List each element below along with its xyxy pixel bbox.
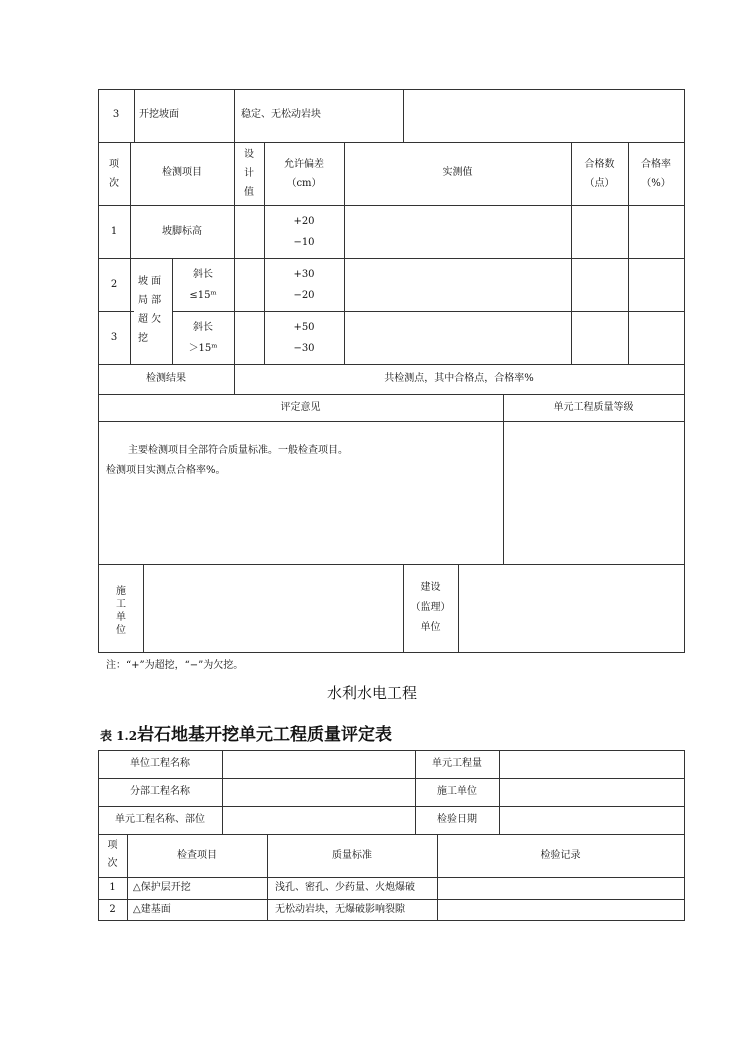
footnote: 注：“+”为超挖，“−”为欠挖。 <box>106 660 244 671</box>
header-design-1: 设 <box>244 149 254 160</box>
header-design-2: 计 <box>244 168 254 179</box>
table-line <box>403 89 404 142</box>
document-title: 水利水电工程 <box>326 684 417 702</box>
table-line <box>98 806 685 807</box>
group-label-4: 挖 <box>138 333 148 344</box>
sub-project-name-label: 分部工程名称 <box>130 786 190 797</box>
header-pass-points-2: （点） <box>584 178 615 189</box>
construction-unit-char: 位 <box>116 625 126 636</box>
quality-standard: 无松动岩块，无爆破影响裂隙 <box>275 904 405 915</box>
header-record: 检验记录 <box>540 850 581 861</box>
table-line <box>98 258 685 259</box>
inspection-date-label: 检验日期 <box>437 814 477 825</box>
table-line <box>98 205 685 206</box>
group-label-3: 超 欠 <box>138 314 162 325</box>
inspection-item: 开挖坡面 <box>139 109 179 120</box>
sub-item-range: ＞15ᵐ <box>188 343 218 354</box>
table-number: 表 1.2 <box>100 729 138 743</box>
sub-item-range: ≤15ᵐ <box>189 290 217 301</box>
table-line <box>499 750 500 834</box>
header-pass-points-1: 合格数 <box>584 159 615 170</box>
tolerance-plus: +20 <box>293 216 315 227</box>
table-line <box>98 311 134 312</box>
row-number: 2 <box>109 904 116 915</box>
grade-label: 单元工程质量等级 <box>553 402 634 413</box>
unit-project-name-label: 单位工程名称 <box>130 758 190 769</box>
quality-standard: 稳定、无松动岩块 <box>241 109 321 120</box>
header-item: 检测项目 <box>162 167 202 178</box>
construction-unit-char: 单 <box>116 612 126 623</box>
header-tolerance-1: 允许偏差 <box>284 159 324 170</box>
tolerance-minus: −30 <box>293 343 315 354</box>
header-pass-rate-1: 合格率 <box>641 159 671 170</box>
header-num-1: 项 <box>109 159 119 170</box>
row-number: 1 <box>110 226 118 237</box>
header-design-3: 值 <box>244 187 254 198</box>
inspection-item: 坡脚标高 <box>162 226 202 237</box>
construction-unit-label <box>113 585 129 637</box>
group-label-1: 坡 面 <box>138 276 162 287</box>
table-line <box>222 750 223 834</box>
header-num-1: 项 <box>107 840 118 851</box>
table-title-text: 岩石地基开挖单元工程质量评定表 <box>137 725 393 745</box>
table-title <box>100 720 392 745</box>
table-line <box>134 89 135 142</box>
construction-unit-char: 工 <box>116 599 126 610</box>
table-line <box>98 920 685 921</box>
table-line <box>571 142 572 364</box>
table-line <box>267 834 268 921</box>
header-num-2: 次 <box>109 178 119 189</box>
table-line <box>127 834 128 921</box>
table-line <box>98 421 685 422</box>
table-line <box>98 750 99 921</box>
header-measured: 实测值 <box>442 167 473 178</box>
unit-project-quantity-label: 单元工程量 <box>432 758 482 769</box>
table-line <box>458 564 459 652</box>
table-line <box>98 778 685 779</box>
construction-unit-char: 施 <box>116 586 126 597</box>
tolerance-minus: −10 <box>293 237 315 248</box>
table-line <box>98 899 685 900</box>
tolerance-plus: +50 <box>293 322 315 333</box>
tolerance-plus: +30 <box>293 269 315 280</box>
inspection-item: △建基面 <box>133 904 171 915</box>
quality-standard: 浅孔、密孔、少药量、火炮爆破 <box>275 882 415 893</box>
result-label: 检测结果 <box>146 373 186 384</box>
construction-unit-label: 施工单位 <box>437 786 477 797</box>
table-line <box>234 89 235 142</box>
table-line <box>98 394 685 395</box>
sub-item-label: 斜长 <box>193 269 213 280</box>
opinion-label: 评定意见 <box>280 402 321 413</box>
table-line <box>172 311 685 312</box>
supervision-label-1: 建设 <box>420 582 441 593</box>
opinion-line-2: 检测项目实测点合格率%。 <box>106 465 226 476</box>
sub-item-label: 斜长 <box>193 322 213 333</box>
header-pass-rate-2: （%） <box>641 178 671 189</box>
tolerance-minus: −20 <box>293 290 315 301</box>
row-number: 2 <box>110 279 118 290</box>
table-line <box>628 142 629 364</box>
table-line <box>98 142 685 143</box>
supervision-label-3: 单位 <box>420 622 441 633</box>
table-line <box>503 394 504 564</box>
table-line <box>98 89 685 90</box>
table-line <box>98 652 685 653</box>
table-line <box>684 89 685 653</box>
table-line <box>98 89 99 653</box>
table-line <box>143 564 144 652</box>
opinion-line-1: 主要检测项目全部符合质量标准。一般检查项目。 <box>128 445 348 456</box>
table-line <box>98 364 685 365</box>
header-tolerance-2: （cm） <box>286 178 322 189</box>
header-item: 检查项目 <box>177 850 217 861</box>
table-line <box>98 834 685 835</box>
row-number: 1 <box>109 882 116 893</box>
element-name-label: 单元工程名称、部位 <box>115 814 205 825</box>
header-standard: 质量标准 <box>332 850 372 861</box>
row-number: 3 <box>112 109 120 120</box>
group-label-2: 局 部 <box>138 295 162 306</box>
table-line <box>98 564 685 565</box>
header-num-2: 次 <box>107 858 118 869</box>
result-text: 共检测点，其中合格点，合格率% <box>384 373 534 384</box>
table-line <box>98 750 685 751</box>
row-number: 3 <box>110 332 118 343</box>
supervision-label-2: （监理） <box>410 602 451 613</box>
table-line <box>684 750 685 921</box>
inspection-item: △保护层开挖 <box>133 882 191 893</box>
table-line <box>437 834 438 921</box>
table-line <box>98 877 685 878</box>
